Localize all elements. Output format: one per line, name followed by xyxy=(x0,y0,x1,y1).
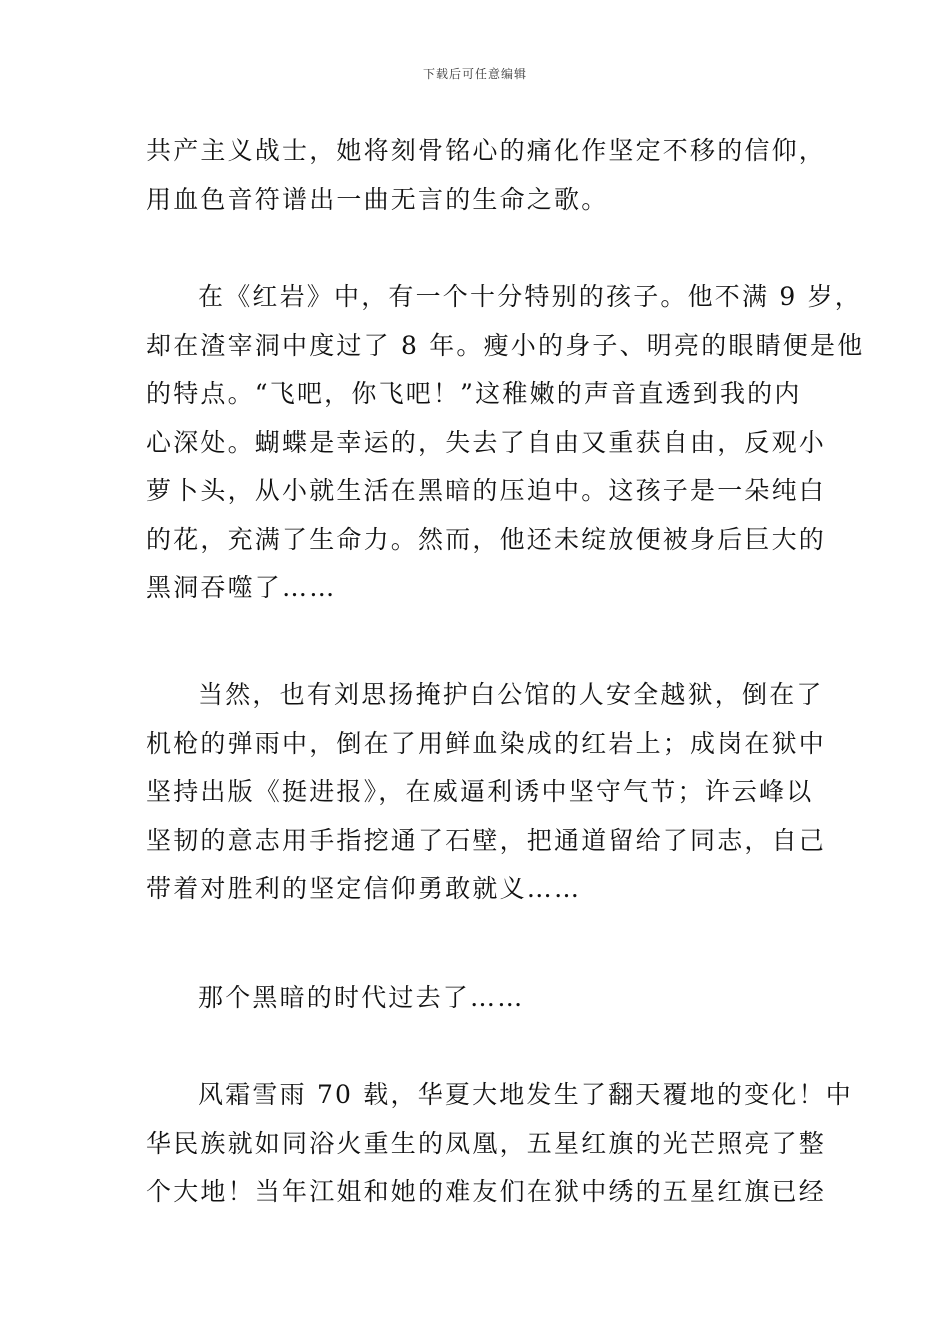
paragraph-line: 的特点。“飞吧，你飞吧！”这稚嫩的声音直透到我的内 xyxy=(146,379,802,408)
paragraph-line: 那个黑暗的时代过去了…… xyxy=(198,983,525,1012)
paragraph-line: 个大地！当年江姐和她的难友们在狱中绣的五星红旗已经 xyxy=(146,1177,827,1206)
paragraph-2 xyxy=(146,273,865,613)
paragraph-line: 萝卜头，从小就生活在黑暗的压迫中。这孩子是一朵纯白 xyxy=(146,476,827,505)
paragraph-line: 坚持出版《挺进报》，在威逼利诱中坚守气节；许云峰以 xyxy=(146,777,814,806)
paragraph-line: 带着对胜利的坚定信仰勇敢就义…… xyxy=(146,874,582,903)
paragraph-line: 机枪的弹雨中，倒在了用鲜血染成的红岩上；成岗在狱中 xyxy=(146,728,827,758)
paragraph-3 xyxy=(146,671,827,914)
paragraph-4 xyxy=(146,974,808,1023)
paragraph-line: 的花，充满了生命力。然而，他还未绽放便被身后巨大的 xyxy=(146,524,827,554)
paragraph-5 xyxy=(146,1071,853,1217)
paragraph-line: 用血色音符谱出一曲无言的生命之歌。 xyxy=(146,184,609,214)
paragraph-line: 在《红岩》中，有一个十分特别的孩子。他不满 9 岁， xyxy=(198,282,863,311)
paragraph-line: 华民族就如同浴火重生的凤凰，五星红旗的光芒照亮了整 xyxy=(146,1128,827,1158)
paragraph-line: 黑洞吞噬了…… xyxy=(146,573,337,602)
paragraph-1 xyxy=(146,127,827,224)
paragraph-line: 心深处。蝴蝶是幸运的，失去了自由又重获自由，反观小 xyxy=(146,427,827,457)
paragraph-line: 坚韧的意志用手指挖通了石壁，把通道留给了同志，自己 xyxy=(146,825,827,855)
paragraph-line: 当然，也有刘思扬掩护白公馆的人安全越狱，倒在了 xyxy=(198,680,824,709)
page-header: 下载后可任意编辑 xyxy=(422,67,527,81)
paragraph-line: 共产主义战士，她将刻骨铭心的痛化作坚定不移的信仰， xyxy=(146,136,827,165)
paragraph-line: 却在渣宰洞中度过了 8 年。瘦小的身子、明亮的眼睛便是他 xyxy=(146,330,865,360)
paragraph-line: 风霜雪雨 70 载，华夏大地发生了翻天覆地的变化！中 xyxy=(198,1080,853,1109)
